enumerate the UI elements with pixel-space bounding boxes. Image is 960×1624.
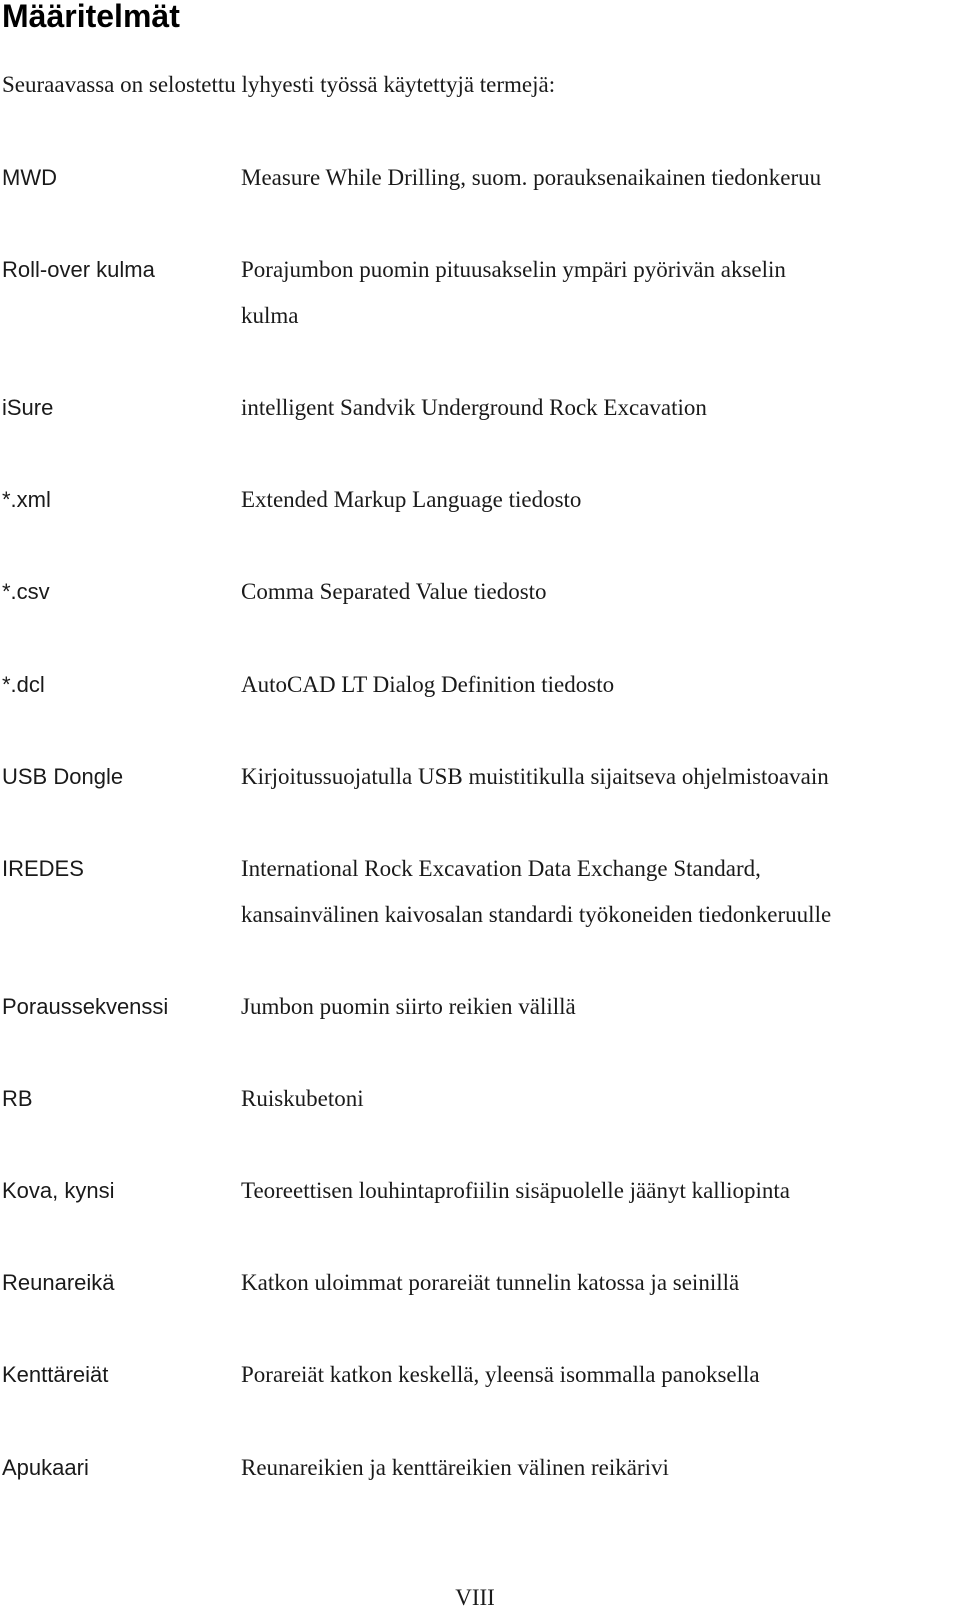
definition-text (241, 984, 941, 1030)
definition-term: Roll-over kulma (2, 257, 155, 282)
definition-line: intelligent Sandvik Underground Rock Excavation (241, 395, 707, 420)
page-number: VIII (455, 1585, 495, 1610)
definition-text (241, 247, 941, 339)
definition-text (241, 155, 941, 201)
definition-line: Katkon uloimmat porareiät tunnelin katossa ja seinillä (241, 1270, 740, 1295)
definition-line: Kirjoitussuojatulla USB muistitikulla sijaitseva ohjelmistoavain (241, 764, 829, 789)
definition-line: Measure While Drilling, suom. porauksenaikainen tiedonkeruu (241, 165, 822, 190)
definition-term: *.xml (2, 487, 51, 512)
intro-text: Seuraavassa on selostettu lyhyesti työssä käytettyjä termejä: (2, 72, 556, 97)
definition-line: International Rock Excavation Data Exchange Standard, (241, 856, 761, 881)
definition-line: Ruiskubetoni (241, 1086, 364, 1111)
definition-line: Jumbon puomin siirto reikien välillä (241, 994, 576, 1019)
definition-term: RB (2, 1086, 33, 1111)
definition-text (241, 662, 941, 708)
definition-term: USB Dongle (2, 764, 124, 789)
definition-term: MWD (2, 165, 57, 190)
definition-text (241, 385, 941, 431)
definition-line: Porareiät katkon keskellä, yleensä isommalla panoksella (241, 1362, 760, 1387)
definition-line: AutoCAD LT Dialog Definition tiedosto (241, 672, 615, 697)
definition-line: kansainvälinen kaivosalan standardi työkoneiden tiedonkeruulle (241, 902, 832, 927)
definition-term: Reunareikä (2, 1270, 115, 1295)
definition-term: IREDES (2, 856, 84, 881)
definition-text (241, 1168, 941, 1214)
definition-text (241, 1076, 941, 1122)
definition-term: Kenttäreiät (2, 1362, 109, 1387)
definition-term: Apukaari (2, 1455, 89, 1480)
definition-term: iSure (2, 395, 54, 420)
definition-term: *.dcl (2, 672, 45, 697)
definition-text (241, 1352, 941, 1398)
definition-text (241, 569, 941, 615)
definition-term: Kova, kynsi (2, 1178, 115, 1203)
definition-line: kulma (241, 303, 299, 328)
definition-text (241, 477, 941, 523)
definition-text (241, 754, 941, 800)
page-title: Määritelmät (2, 0, 180, 34)
definition-term: Poraussekvenssi (2, 994, 169, 1019)
definition-text (241, 846, 941, 938)
definition-line: Extended Markup Language tiedosto (241, 487, 582, 512)
definition-line: Teoreettisen louhintaprofiilin sisäpuolelle jäänyt kalliopinta (241, 1178, 790, 1203)
definition-line: Reunareikien ja kenttäreikien välinen reikärivi (241, 1455, 669, 1480)
definition-term: *.csv (2, 579, 50, 604)
definition-line: Porajumbon puomin pituusakselin ympäri pyörivän akselin (241, 257, 786, 282)
definition-text (241, 1260, 941, 1306)
definition-line: Comma Separated Value tiedosto (241, 579, 547, 604)
definition-text (241, 1445, 941, 1491)
